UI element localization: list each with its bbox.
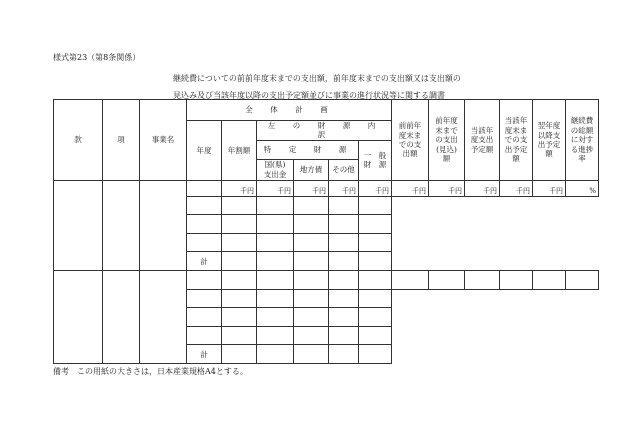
header-zenzen-shishutsu [392,100,429,181]
header-tougaimatsu-line: 額 [512,153,520,163]
unit-yen: 千円 [222,180,257,196]
header-tougaimatsu-line: での支 [504,135,528,145]
header-yoku-line: 額 [545,149,553,159]
cell-kan [54,180,103,271]
note: 備考 この用紙の大きさは，日本産業規格A4とする。 [53,367,248,376]
header-zenzen-line: 前前年 [398,121,422,131]
header-jigyou: 事業名 [140,100,187,181]
header-zenzen-line: での支 [398,139,422,149]
header-zen-line: (見込) [436,144,457,154]
header-yoku-line: 翌年度 [537,121,561,131]
header-yoku-line: 出予定 [537,139,561,149]
header-zen-line: の支出 [435,135,458,145]
header-tougaimatsu-shishutsu [500,100,533,181]
header-tougaimatsu-line: 度末ま [504,125,528,135]
unit-yen: 千円 [429,180,465,196]
header-kou: 項 [103,100,140,181]
cell-kan [54,271,103,364]
header-tougai-line: 当該年 [470,125,494,135]
header-sonota: その他 [329,159,359,180]
total-label: 計 [187,345,222,364]
header-nenwarigaku: 年割額 [222,121,257,181]
header-keizoku-line: の総額 [570,125,594,135]
header-tougai-line: 予定額 [470,144,494,154]
table-row [54,180,599,196]
header-tougaimatsu-line: 出予定 [504,144,528,154]
continuing-expense-table [53,99,599,364]
header-yoku-shishutsu [533,100,566,181]
header-tougaimatsu-line: 当該年 [504,116,528,126]
header-kan: 款 [54,100,103,181]
header-tokutei-zaigen: 特 定 財 源 [257,140,359,159]
unit-yen: 千円 [294,180,329,196]
header-ippan-zaigen [359,140,392,180]
total-label: 計 [187,252,222,271]
header-yoku-line: 以降支 [537,130,561,140]
header-zenzen-line: 度末ま [398,130,422,140]
title-line-1: 継続費についての前前年度末までの支出額，前年度末までの支出額又は支出額の [173,74,461,83]
header-tougai-line: 度支出 [470,135,494,145]
header-keizoku-line: る進捗 [570,144,594,154]
header-keizoku-ritsu [566,100,599,181]
header-nendo: 年度 [187,121,222,181]
unit-yen: 千円 [329,180,359,196]
cell-jigyou [140,180,187,271]
form-label: 様式第23（第8条関係） [53,53,141,62]
header-keizoku-line: 率 [578,153,586,163]
header-zen-line: 末まで [435,125,458,135]
header-ippan-line: 一 般 [363,150,387,160]
header-zenzen-line: 出額 [402,149,418,159]
cell-jigyou [140,271,187,364]
unit-yen: 千円 [500,180,533,196]
title-line-2: 見込み及び当該年度以降の支出予定額並びに事業の進行状況等に関する調書 [173,91,445,100]
header-kokuken-shishutsukin [257,159,294,180]
header-ippan-line: 財 源 [363,160,387,170]
cell-kou [103,180,140,271]
unit-yen: 千円 [533,180,566,196]
unit-yen: 千円 [359,180,392,196]
unit-percent: % [566,180,599,196]
table-row [54,271,599,290]
header-zaigen-naiyaku: 左 の 財 源 内 訳 [257,121,392,141]
cell-nendo [187,180,222,196]
header-kokuken-line: 支出金 [263,169,287,179]
header-keizoku-line: に対す [570,135,594,145]
header-zen-shishutsu [429,100,465,181]
header-tougai-shishutsu [465,100,500,181]
unit-yen: 千円 [257,180,294,196]
header-zen-line: 額 [442,153,451,163]
header-keizoku-line: 継続費 [570,116,594,126]
header-zen-line: 前年度 [435,116,458,126]
header-zentai-keikaku: 全 体 計 画 [187,100,392,121]
unit-yen: 千円 [465,180,500,196]
header-chihousai: 地方債 [294,159,329,180]
cell-kou [103,271,140,364]
header-kokuken-line: 国(県) [264,160,286,170]
unit-yen: 千円 [392,180,429,196]
